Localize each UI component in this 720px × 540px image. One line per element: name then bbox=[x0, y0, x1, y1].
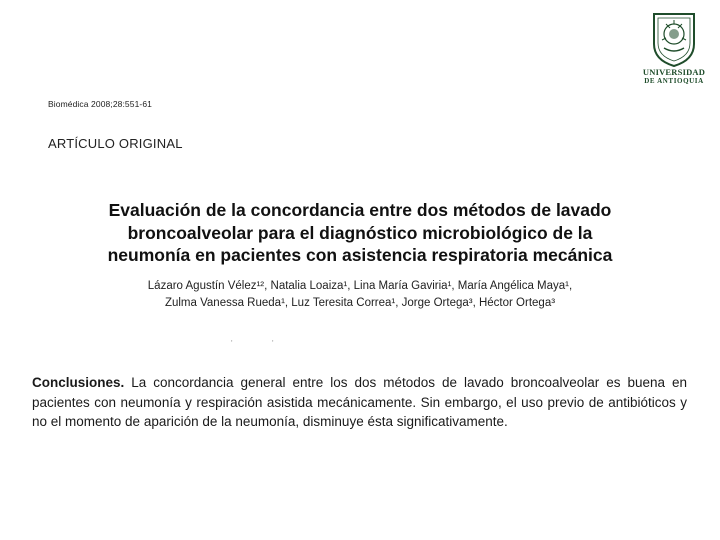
conclusions-label: Conclusiones. bbox=[32, 375, 125, 390]
journal-citation: Biomédica 2008;28:551-61 bbox=[48, 99, 153, 109]
author-line: Zulma Vanessa Rueda¹, Luz Teresita Correa¹, Jorge Ortega³, Héctor Ortega³ bbox=[164, 297, 556, 309]
university-seal-icon bbox=[650, 10, 698, 68]
title-line: broncoalveolar para el diagnóstico microbiológico de la bbox=[127, 222, 593, 243]
article-title bbox=[40, 199, 680, 267]
author-list bbox=[80, 278, 640, 312]
university-logo bbox=[636, 10, 712, 85]
author-line: Lázaro Agustín Vélez¹², Natalia Loaiza¹, Lina María Gaviria¹, María Angélica Maya¹, bbox=[147, 280, 573, 292]
title-line: neumonía en pacientes con asistencia respiratoria mecánica bbox=[107, 245, 613, 265]
university-name: UNIVERSIDAD bbox=[642, 67, 706, 77]
title-line: Evaluación de la concordancia entre dos métodos de lavado bbox=[108, 200, 612, 220]
scan-mark: ' bbox=[231, 339, 233, 348]
section-label: ARTÍCULO ORIGINAL bbox=[48, 136, 183, 151]
conclusions-text: La concordancia general entre los dos métodos de lavado broncoalveolar es buena en pacientes con neumonía y respiración asistida mecánicamente. Sin embargo, el uso previo de antibióticos y no el momento de aparición de la neumonía, disminuye ésta significativamente. bbox=[32, 375, 687, 429]
university-name-sub: DE ANTIOQUIA bbox=[644, 77, 704, 85]
conclusions-paragraph bbox=[32, 373, 687, 432]
scan-mark: ' bbox=[272, 339, 274, 348]
